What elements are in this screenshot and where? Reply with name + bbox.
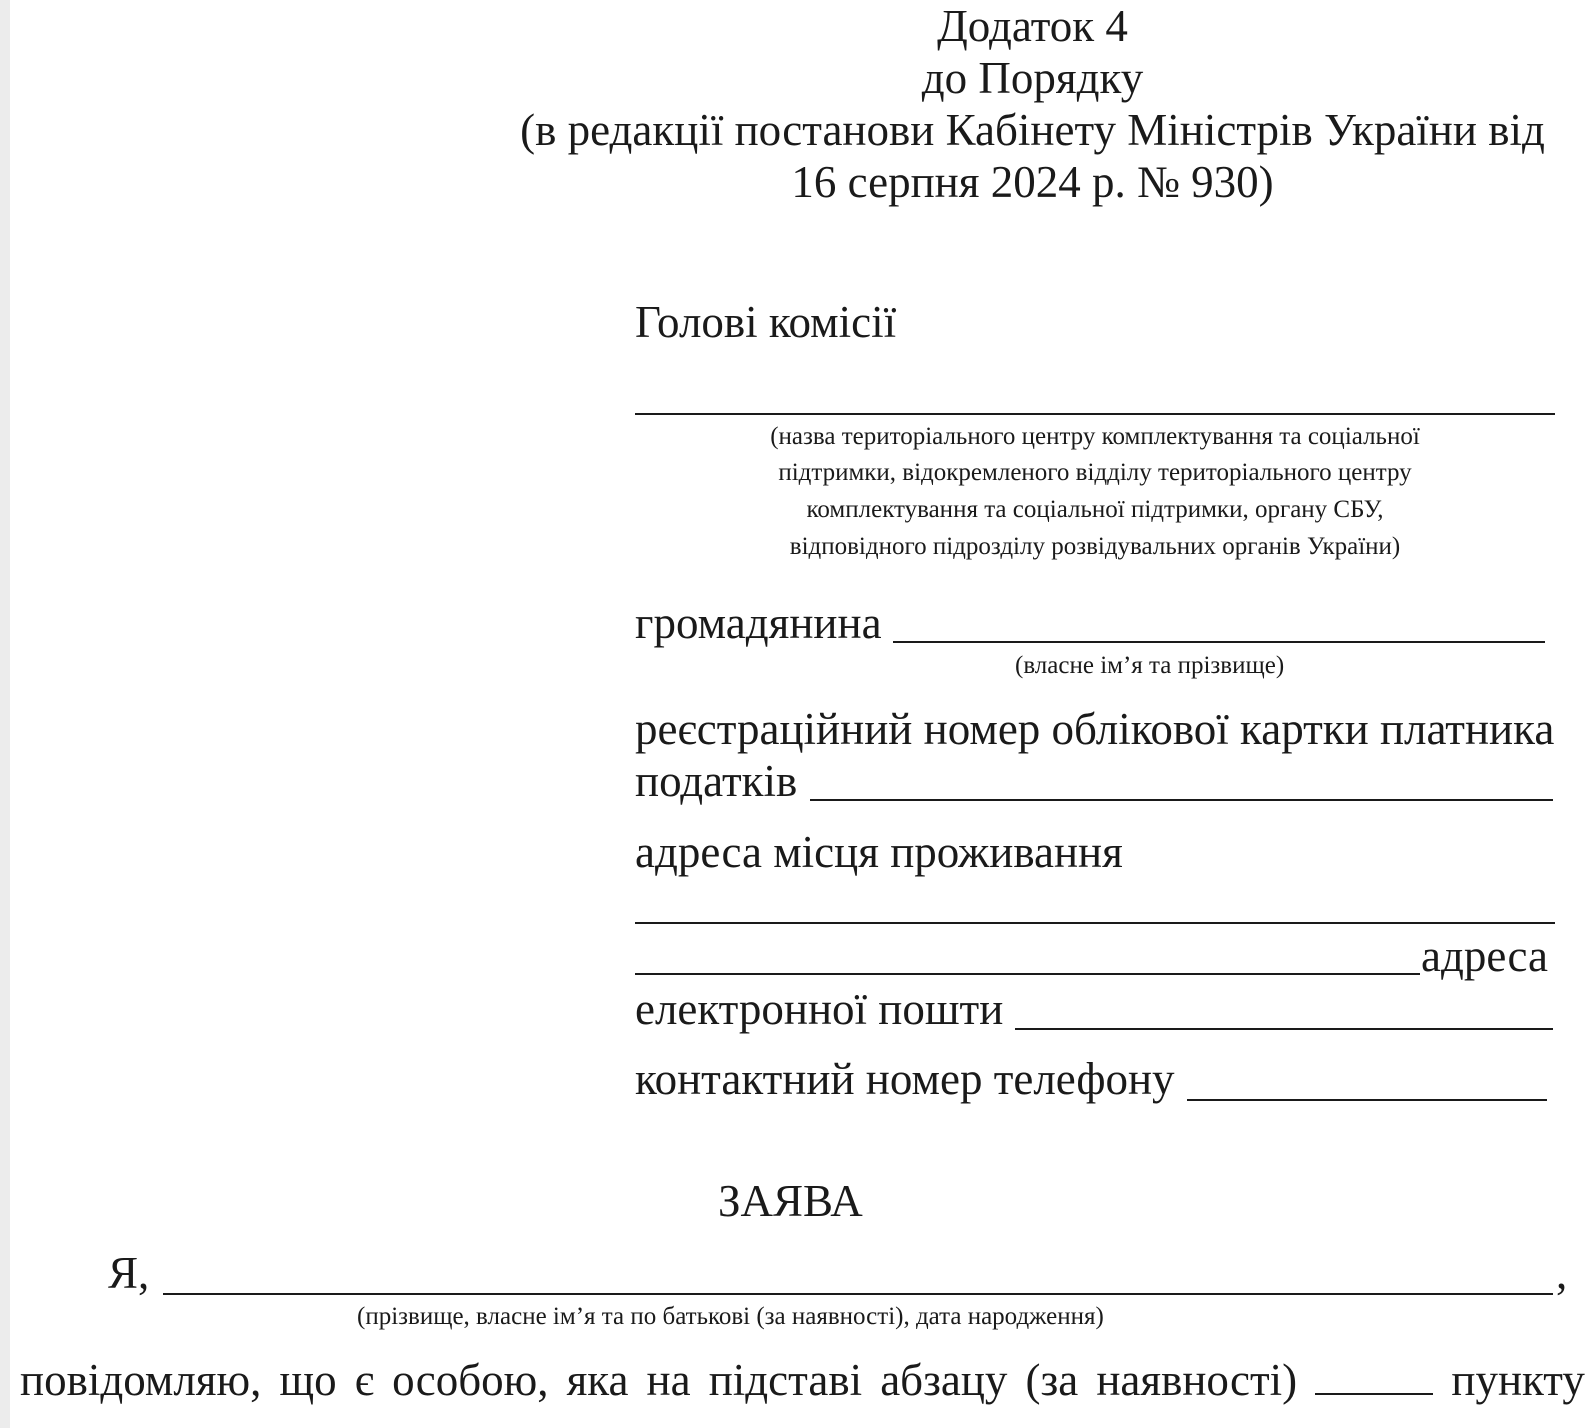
- statement-word: яка: [566, 1355, 629, 1405]
- statement-word: абзацу: [880, 1355, 1008, 1405]
- authority-hint-line3: комплектування та соціальної підтримки, органу СБУ,: [806, 496, 1384, 523]
- authority-hint-line1: (назва територіального центру комплектування та соціальної: [770, 423, 1420, 450]
- applicant-details-hint: (прізвище, власне ім’я та по батькові (за наявності), дата народження): [357, 1303, 1104, 1330]
- addressee-title: Голові комісії: [635, 297, 897, 347]
- address-label: адреса місця проживання: [635, 827, 1123, 877]
- citizen-name-hint: (власне ім’я та прізвище): [1015, 652, 1285, 679]
- statement-word: підставі: [708, 1355, 863, 1405]
- edition-note-line1: (в редакції постанови Кабінету Міністрів України від: [520, 105, 1545, 155]
- tax-number-field[interactable]: [810, 799, 1553, 801]
- authority-hint-line2: підтримки, відокремленого відділу територіального центру: [778, 459, 1412, 486]
- statement-word: є: [354, 1355, 375, 1405]
- email-label-line1: адреса: [1421, 931, 1548, 981]
- appendix-number: Додаток 4: [937, 1, 1128, 51]
- paragraph-number-field[interactable]: [1315, 1355, 1433, 1395]
- email-label-line2: електронної пошти: [635, 984, 1004, 1034]
- tax-number-label-line1: реєстраційний номер облікової картки платника: [635, 704, 1555, 754]
- address-field-line2[interactable]: [635, 973, 1420, 975]
- appendix-reference: до Порядку: [921, 53, 1144, 103]
- citizen-name-field[interactable]: [893, 641, 1545, 643]
- statement-title: ЗАЯВА: [718, 1176, 863, 1226]
- edition-note-line2: 16 серпня 2024 р. № 930): [791, 157, 1274, 207]
- statement-word: особою,: [392, 1355, 549, 1405]
- address-field-line1[interactable]: [635, 922, 1555, 924]
- statement-word: що: [279, 1355, 337, 1405]
- phone-label: контактний номер телефону: [635, 1054, 1175, 1104]
- tax-number-label-line2: податків: [635, 756, 798, 806]
- statement-i-label: Я,: [108, 1248, 150, 1298]
- statement-comma: ,: [1556, 1248, 1568, 1298]
- email-field[interactable]: [1015, 1028, 1553, 1030]
- page-left-edge: [0, 0, 10, 1428]
- authority-hint-line4: відповідного підрозділу розвідувальних органів України): [789, 533, 1401, 560]
- citizen-label: громадянина: [635, 598, 882, 648]
- statement-word: на: [646, 1355, 691, 1405]
- statement-word: наявності): [1096, 1355, 1298, 1405]
- statement-word: повідомляю,: [20, 1355, 262, 1405]
- applicant-details-field[interactable]: [163, 1293, 1553, 1295]
- statement-word: (за: [1025, 1355, 1079, 1405]
- statement-word: пункту: [1451, 1355, 1585, 1405]
- authority-name-field[interactable]: [635, 413, 1555, 415]
- phone-field[interactable]: [1187, 1099, 1547, 1101]
- statement-body-line: [20, 1354, 1585, 1406]
